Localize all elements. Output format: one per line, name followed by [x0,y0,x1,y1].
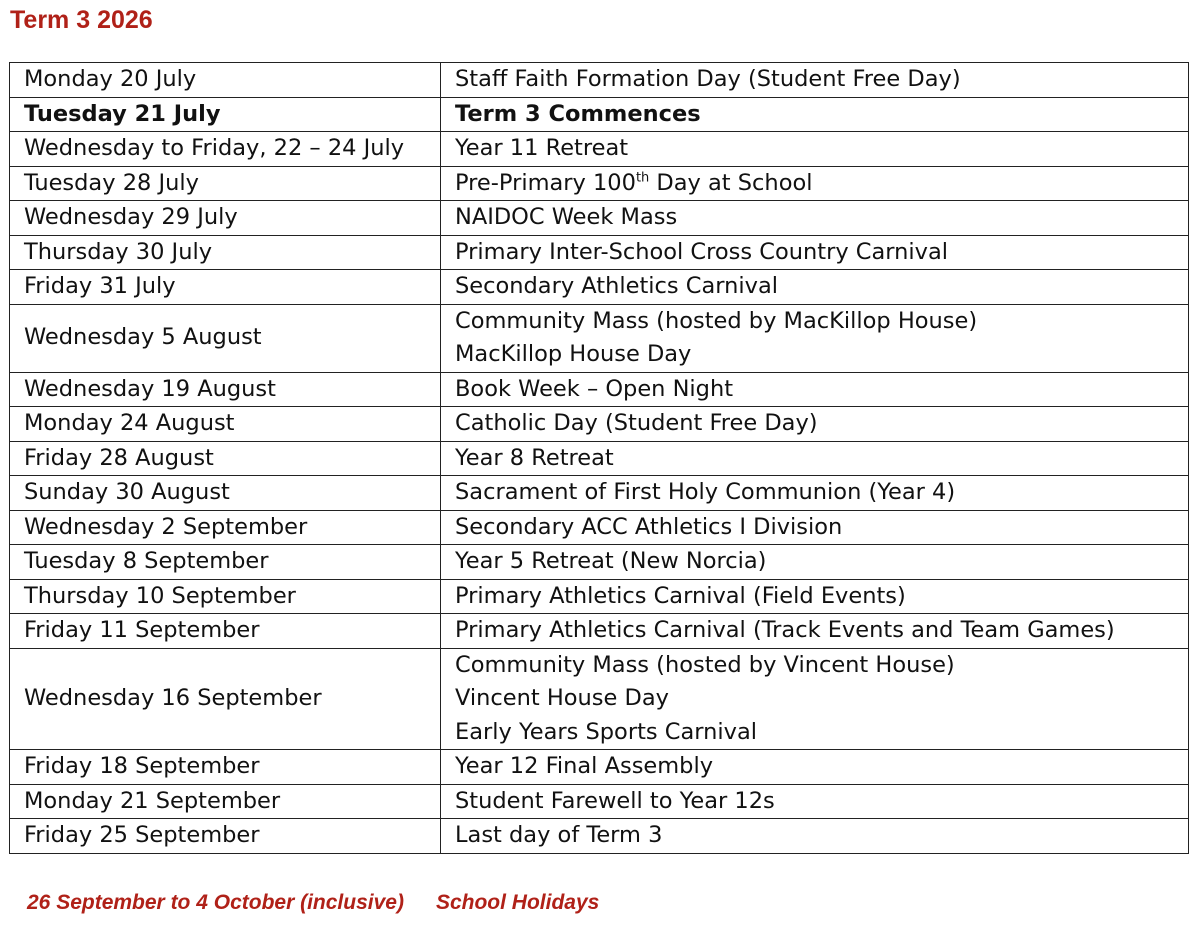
table-row [10,235,1189,270]
event-cell [441,545,1189,580]
date-cell: Friday 11 September [10,614,441,649]
date-cell: Friday 31 July [10,270,441,305]
holidays-label: School Holidays [435,891,600,914]
term-calendar-table [9,62,1189,854]
event-item: Last day of Term 3 [455,822,663,848]
date-cell: Monday 21 September [10,784,441,819]
date-cell: Wednesday 19 August [10,372,441,407]
event-cell [441,63,1189,98]
event-cell [441,407,1189,442]
event-item: Community Mass (hosted by Vincent House) [455,651,955,678]
event-cell [441,372,1189,407]
event-cell [441,819,1189,854]
event-item: Year 5 Retreat (New Norcia) [455,548,767,574]
calendar-body [10,63,1189,854]
event-item: Year 8 Retreat [455,444,614,471]
date-cell: Monday 20 July [10,63,441,98]
event-cell [441,750,1189,785]
event-item: Year 12 Final Assembly [455,753,714,779]
event-item: Pre-Primary 100th Day at School [455,169,813,196]
event-item: Primary Athletics Carnival (Field Events) [455,582,906,609]
event-item: Catholic Day (Student Free Day) [455,410,818,436]
table-row [10,510,1189,545]
event-item: MacKillop House Day [455,341,692,367]
table-row [10,166,1189,201]
event-cell [441,166,1189,201]
event-item: Student Farewell to Year 12s [455,787,775,814]
table-row [10,476,1189,511]
date-cell: Wednesday 29 July [10,201,441,236]
table-row [10,132,1189,167]
event-item: NAIDOC Week Mass [455,204,678,230]
date-cell: Wednesday to Friday, 22 – 24 July [10,132,441,167]
table-row [10,441,1189,476]
event-cell [441,784,1189,819]
event-cell [441,648,1189,750]
table-row [10,579,1189,614]
event-cell [441,614,1189,649]
event-item: Book Week – Open Night [455,375,734,402]
table-row [10,304,1189,372]
table-row [10,784,1189,819]
table-row [10,407,1189,442]
table-row [10,545,1189,580]
page-title: Term 3 2026 [10,6,153,34]
holidays-dates: 26 September to 4 October (inclusive) [27,891,404,914]
event-item: Early Years Sports Carnival [455,718,757,745]
date-cell: Wednesday 2 September [10,510,441,545]
event-item: Primary Athletics Carnival (Track Events and Team Games) [455,617,1115,643]
date-cell: Wednesday 5 August [10,304,441,372]
event-cell [441,441,1189,476]
date-cell: Friday 25 September [10,819,441,854]
table-row [10,819,1189,854]
event-item: Community Mass (hosted by MacKillop House) [455,307,978,334]
date-cell: Monday 24 August [10,407,441,442]
table-row [10,97,1189,132]
event-item: Primary Inter-School Cross Country Carnival [455,238,949,265]
event-cell [441,132,1189,167]
event-cell [441,579,1189,614]
event-item: Term 3 Commences [455,100,701,127]
event-cell [441,201,1189,236]
date-cell: Tuesday 28 July [10,166,441,201]
event-cell [441,510,1189,545]
table-row [10,201,1189,236]
table-row [10,614,1189,649]
event-cell [441,97,1189,132]
date-cell: Tuesday 8 September [10,545,441,580]
table-row [10,63,1189,98]
date-cell: Sunday 30 August [10,476,441,511]
date-cell: Friday 18 September [10,750,441,785]
event-cell [441,476,1189,511]
event-item: Vincent House Day [455,685,669,711]
event-item: Year 11 Retreat [455,135,629,161]
table-row [10,648,1189,750]
event-cell [441,304,1189,372]
date-cell: Thursday 30 July [10,235,441,270]
date-cell: Thursday 10 September [10,579,441,614]
date-cell: Wednesday 16 September [10,648,441,750]
event-item: Secondary ACC Athletics I Division [455,513,843,540]
event-cell [441,235,1189,270]
date-cell: Tuesday 21 July [10,97,441,132]
table-row [10,270,1189,305]
event-item: Secondary Athletics Carnival [455,273,779,299]
event-item: Sacrament of First Holy Communion (Year 4) [455,479,956,505]
table-row [10,750,1189,785]
event-cell [441,270,1189,305]
table-row [10,372,1189,407]
school-holidays-note [27,888,599,918]
event-item: Staff Faith Formation Day (Student Free Day) [455,66,961,92]
date-cell: Friday 28 August [10,441,441,476]
